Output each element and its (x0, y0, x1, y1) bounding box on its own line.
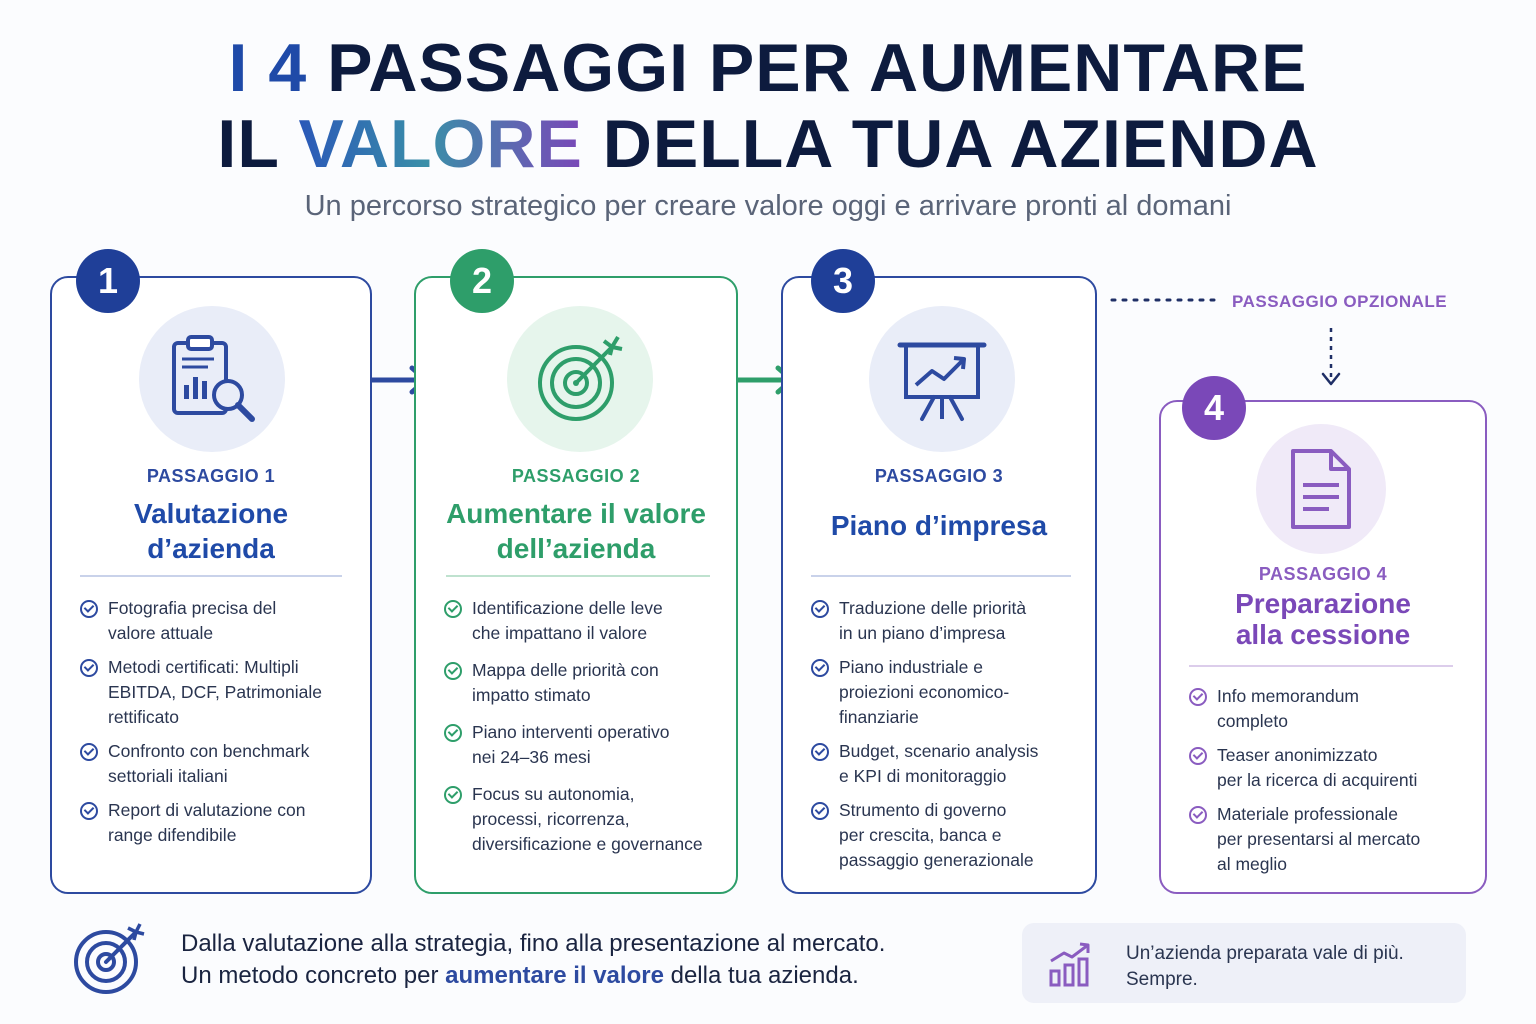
step-3-title (783, 508, 1095, 543)
step-1-title-line-2: d’azienda (147, 533, 275, 564)
check-circle-icon (811, 659, 829, 677)
step-4-title (1161, 588, 1485, 650)
check-circle-icon (444, 724, 462, 742)
footer-line-1: Dalla valutazione alla strategia, fino alla presentazione al mercato. (181, 930, 886, 957)
presentation-chart-icon (894, 331, 990, 427)
target-icon (532, 331, 628, 427)
footer-statement (181, 928, 885, 992)
list-item: Piano industriale e proiezioni economico- finanziarie (811, 655, 1091, 730)
list-item: Mappa delle priorità con impatto stimato (444, 658, 734, 708)
title-highlight-word: VALORE (298, 106, 583, 182)
footer-line-2: Un metodo concreto per aumentare il valore della tua azienda. (181, 962, 859, 989)
check-circle-icon (444, 600, 462, 618)
title-line-1 (0, 30, 1536, 106)
step-4-title-line-2: alla cessione (1235, 619, 1411, 650)
list-item: Teaser anonimizzato per la ricerca di acquirenti (1189, 743, 1479, 793)
step-3-icon-bg (869, 306, 1015, 452)
step-1-title (52, 496, 370, 566)
footer-highlight: aumentare il valore (445, 962, 664, 989)
check-circle-icon (444, 662, 462, 680)
title-line-1-text: PASSAGGI PER AUMENTARE (327, 30, 1308, 106)
optional-step-label: PASSAGGIO OPZIONALE (1232, 292, 1448, 311)
check-circle-icon (811, 743, 829, 761)
step-2-label: PASSAGGIO 2 (511, 466, 641, 486)
step-4-icon-bg (1256, 424, 1386, 554)
step-2-title-line-2: dell’azienda (496, 533, 656, 564)
step-1-number-badge: 1 (76, 249, 140, 313)
footer-tagline-line-2: Sempre. (1126, 969, 1198, 990)
list-item: Strumento di governo per crescita, banca e passaggio generazionale (811, 798, 1091, 873)
page-title (0, 30, 1536, 182)
step-3-items (811, 596, 1091, 882)
dotted-arrow-down-icon (1318, 326, 1344, 392)
document-icon (1281, 445, 1361, 533)
check-circle-icon (80, 743, 98, 761)
step-4-title-line-1: Preparazione (1235, 588, 1411, 619)
step-card-3 (781, 276, 1097, 894)
title-number: I 4 (228, 30, 308, 106)
footer-tagline-line-1: Un’azienda preparata vale di più. (1126, 943, 1404, 964)
check-circle-icon (444, 786, 462, 804)
check-circle-icon (80, 802, 98, 820)
step-1-title-line-1: Valutazione (133, 498, 289, 529)
step-1-icon-bg (139, 306, 285, 452)
step-2-divider (446, 575, 710, 577)
check-circle-icon (1189, 747, 1207, 765)
clipboard-analysis-icon (164, 331, 260, 427)
title-line-2-post: DELLA TUA AZIENDA (602, 106, 1319, 182)
check-circle-icon (811, 802, 829, 820)
check-circle-icon (811, 600, 829, 618)
growth-chart-icon (1048, 941, 1092, 987)
step-2-title (416, 496, 736, 566)
step-1-items (80, 596, 360, 857)
step-card-2 (414, 276, 738, 894)
list-item: Confronto con benchmark settoriali italiani (80, 739, 360, 789)
step-4-divider (1189, 665, 1453, 667)
step-1-divider (80, 575, 342, 577)
title-line-2-pre: IL (217, 106, 279, 182)
list-item: Report di valutazione con range difendibile (80, 798, 360, 848)
step-1-label: PASSAGGIO 1 (146, 466, 276, 486)
list-item: Traduzione delle priorità in un piano d’impresa (811, 596, 1091, 646)
check-circle-icon (1189, 688, 1207, 706)
footer-tagline (1126, 941, 1404, 993)
check-circle-icon (80, 659, 98, 677)
step-4-items (1189, 684, 1479, 886)
list-item: Budget, scenario analysis e KPI di monitoraggio (811, 739, 1091, 789)
step-card-1 (50, 276, 372, 894)
footer-tagline-box (1022, 923, 1466, 1003)
list-item: Metodi certificati: Multipli EBITDA, DCF, Patrimoniale rettificato (80, 655, 360, 730)
list-item: Focus su autonomia, processi, ricorrenza, diversificazione e governance (444, 782, 734, 857)
step-3-divider (811, 575, 1071, 577)
check-circle-icon (1189, 806, 1207, 824)
step-3-title-line-1: Piano d’impresa (830, 510, 1048, 541)
list-item: Materiale professionale per presentarsi al mercato al meglio (1189, 802, 1479, 877)
step-2-number-badge: 2 (450, 249, 514, 313)
target-icon (72, 922, 148, 998)
step-3-number-badge: 3 (811, 249, 875, 313)
step-3-label: PASSAGGIO 3 (874, 466, 1004, 486)
title-line-2 (0, 106, 1536, 182)
page-subtitle: Un percorso strategico per creare valore oggi e arrivare pronti al domani (304, 190, 1232, 222)
step-2-title-line-1: Aumentare il valore (446, 498, 706, 529)
step-4-number-badge: 4 (1182, 376, 1246, 440)
step-2-items (444, 596, 734, 866)
list-item: Identificazione delle leve che impattano il valore (444, 596, 734, 646)
dotted-connector (1110, 294, 1220, 306)
list-item: Fotografia precisa del valore attuale (80, 596, 360, 646)
check-circle-icon (80, 600, 98, 618)
step-2-icon-bg (507, 306, 653, 452)
list-item: Piano interventi operativo nei 24–36 mesi (444, 720, 734, 770)
step-4-label: PASSAGGIO 4 (1258, 564, 1388, 584)
list-item: Info memorandum completo (1189, 684, 1479, 734)
step-card-4 (1159, 400, 1487, 894)
